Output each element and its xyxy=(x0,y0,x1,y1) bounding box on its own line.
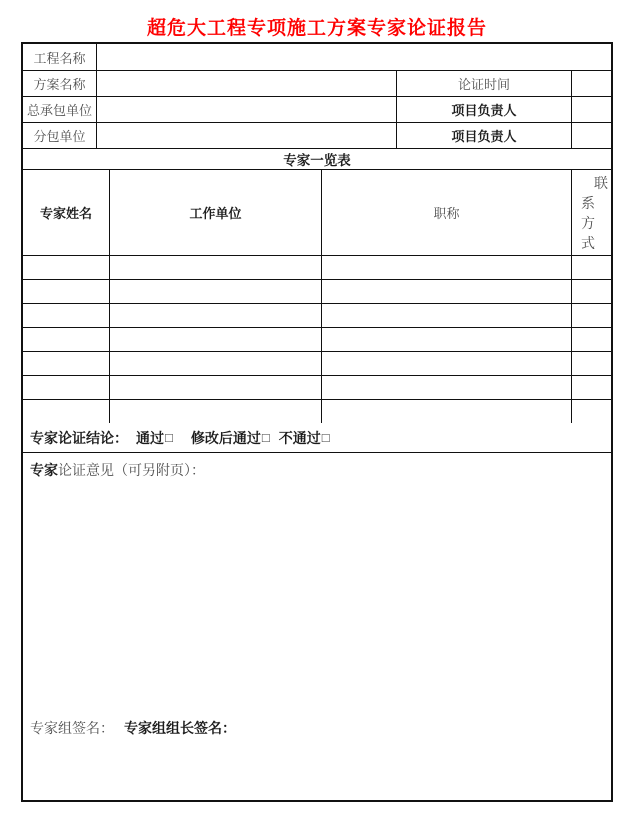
contact-char: 方 xyxy=(581,214,595,231)
expert-title-cell[interactable] xyxy=(321,376,571,399)
expert-unit-cell[interactable] xyxy=(109,400,321,423)
sc-project-leader-value-cell[interactable] xyxy=(571,123,611,148)
subcontractor-row xyxy=(23,122,611,148)
plan-name-label: 方案名称 xyxy=(33,77,86,92)
contact-char: 系 xyxy=(581,194,595,211)
expert-unit-cell[interactable] xyxy=(109,328,321,351)
expert-unit-cell[interactable] xyxy=(109,280,321,303)
contact-char: 联 xyxy=(594,174,608,191)
expert-contact-cell[interactable] xyxy=(571,400,611,423)
expert-row xyxy=(23,399,611,423)
expert-column-header-row xyxy=(23,169,611,255)
project-name-row xyxy=(23,44,611,70)
expert-row xyxy=(23,279,611,303)
expert-row xyxy=(23,351,611,375)
expert-list-section-title: 专家一览表 xyxy=(283,153,351,168)
opinion-cell[interactable] xyxy=(23,453,611,800)
group-signature-label: 专家组签名： xyxy=(30,720,114,736)
gc-project-leader-label: 项目负责人 xyxy=(396,97,571,122)
general-contractor-value-cell[interactable] xyxy=(96,97,396,122)
expert-name-cell[interactable] xyxy=(23,256,109,279)
job-title-column-header: 职称 xyxy=(321,170,571,255)
expert-title-cell[interactable] xyxy=(321,280,571,303)
expert-name-cell[interactable] xyxy=(23,280,109,303)
plan-name-row xyxy=(23,70,611,96)
expert-contact-cell[interactable] xyxy=(571,256,611,279)
expert-contact-cell[interactable] xyxy=(571,376,611,399)
checkbox-pass[interactable]: □ xyxy=(165,430,173,445)
expert-unit-cell[interactable] xyxy=(109,352,321,375)
option-pass-label: 通过 xyxy=(136,429,164,446)
expert-name-cell[interactable] xyxy=(23,328,109,351)
expert-row xyxy=(23,303,611,327)
gc-project-leader-value-cell[interactable] xyxy=(571,97,611,122)
option-fail xyxy=(279,428,330,448)
expert-contact-cell[interactable] xyxy=(571,280,611,303)
expert-list-header-row xyxy=(23,148,611,169)
option-pass-after-revision-label: 修改后通过 xyxy=(190,429,261,446)
expert-title-cell[interactable] xyxy=(321,328,571,351)
expert-name-cell[interactable] xyxy=(23,400,109,423)
conclusion-label: 专家论证结论： xyxy=(30,429,128,446)
report-table xyxy=(21,42,613,802)
expert-contact-cell[interactable] xyxy=(571,304,611,327)
checkbox-fail[interactable]: □ xyxy=(321,430,330,445)
project-name-value-cell[interactable] xyxy=(96,44,611,70)
expert-title-cell[interactable] xyxy=(321,304,571,327)
expert-row xyxy=(23,256,611,279)
option-pass-after-revision xyxy=(191,428,270,448)
opinion-label-rest: 论证意见（可另附页）： xyxy=(58,462,205,478)
expert-name-cell[interactable] xyxy=(23,376,109,399)
expert-title-cell[interactable] xyxy=(321,352,571,375)
contact-column-header xyxy=(571,170,611,255)
expert-name-cell[interactable] xyxy=(23,304,109,327)
expert-row xyxy=(23,327,611,351)
expert-unit-cell[interactable] xyxy=(109,304,321,327)
expert-unit-cell[interactable] xyxy=(109,376,321,399)
opinion-label-prefix: 专家 xyxy=(30,462,58,478)
review-time-label: 论证时间 xyxy=(396,71,571,96)
conclusion-row xyxy=(23,423,611,452)
expert-contact-cell[interactable] xyxy=(571,352,611,375)
signature-line xyxy=(30,718,236,738)
expert-name-column-header: 专家姓名 xyxy=(39,206,92,221)
review-time-value-cell[interactable] xyxy=(571,71,611,96)
work-unit-column-header: 工作单位 xyxy=(109,170,321,255)
subcontractor-label: 分包单位 xyxy=(33,129,86,144)
expert-title-cell[interactable] xyxy=(321,400,571,423)
opinion-label xyxy=(30,460,205,480)
general-contractor-label: 总承包单位 xyxy=(26,103,92,118)
plan-name-value-cell[interactable] xyxy=(96,71,396,96)
contact-char: 式 xyxy=(581,234,595,251)
general-contractor-row xyxy=(23,96,611,122)
expert-contact-cell[interactable] xyxy=(571,328,611,351)
expert-empty-rows xyxy=(23,255,611,423)
sc-project-leader-label: 项目负责人 xyxy=(396,123,571,148)
conclusion-cell xyxy=(23,423,611,452)
checkbox-pass-after-revision[interactable]: □ xyxy=(261,430,270,445)
expert-title-cell[interactable] xyxy=(321,256,571,279)
opinion-row xyxy=(23,452,611,800)
report-title: 超危大工程专项施工方案专家论证报告 xyxy=(146,18,487,39)
expert-name-cell[interactable] xyxy=(23,352,109,375)
subcontractor-value-cell[interactable] xyxy=(96,123,396,148)
expert-unit-cell[interactable] xyxy=(109,256,321,279)
option-pass xyxy=(136,428,173,448)
expert-row xyxy=(23,375,611,399)
project-name-label: 工程名称 xyxy=(33,50,86,66)
group-leader-signature-label: 专家组组长签名： xyxy=(124,720,236,736)
option-fail-label: 不通过 xyxy=(278,429,321,446)
